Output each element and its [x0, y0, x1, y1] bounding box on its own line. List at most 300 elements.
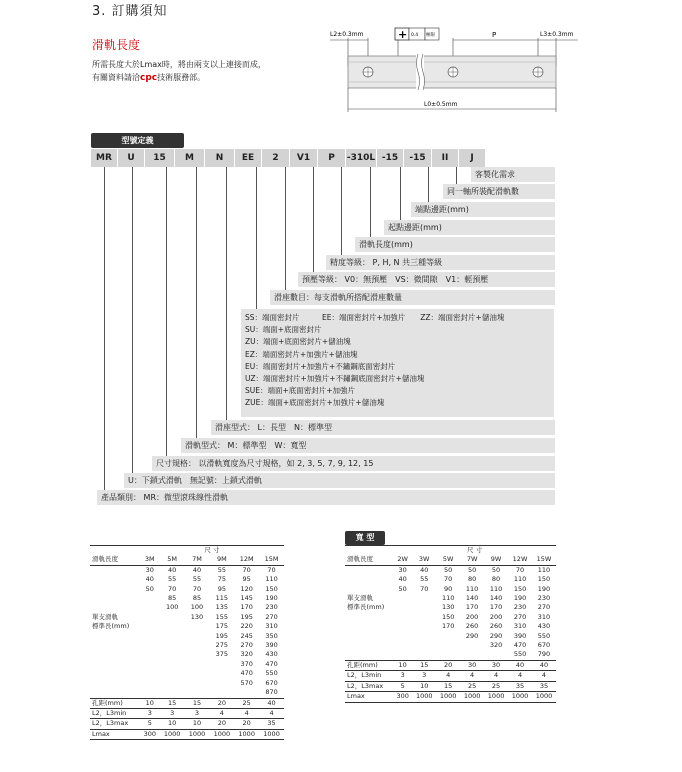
desc-size: 尺寸規格： 以滑軌寬度為尺寸規格，如 2, 3, 5, 7, 9, 12, 15 — [152, 456, 555, 471]
table-cell — [160, 679, 185, 688]
table-cell: 80 — [491, 575, 501, 584]
table-cell: 195 — [215, 631, 229, 640]
table-cell — [160, 660, 185, 669]
footer-label: Lmax — [347, 692, 365, 701]
column-header: 9M — [216, 555, 227, 564]
code-mr: MR — [91, 149, 118, 167]
table-cell: 30 — [145, 565, 154, 574]
code-start-pitch: -15 — [377, 149, 404, 167]
table-cell: 3 — [422, 671, 427, 680]
intro-prefix: 有關資料請洽 — [92, 73, 140, 82]
table-cell: 150 — [537, 575, 551, 584]
table-cell: 3 — [194, 708, 200, 717]
seal-option: EU：端面密封片+加強片+不鏽鋼底面密封片 — [245, 361, 396, 371]
table-cell: 4 — [470, 671, 475, 680]
wide-rail-table — [345, 545, 556, 703]
table-cell: 110 — [441, 594, 455, 603]
mount-hole-icon — [363, 67, 373, 77]
row-label: 單支滑軌 — [92, 612, 118, 621]
table-cell: 430 — [537, 622, 551, 631]
table-cell: 95 — [242, 575, 251, 584]
table-cell: 30 — [398, 565, 407, 574]
table-cell: 110 — [465, 584, 479, 593]
table-cell: 110 — [537, 565, 551, 574]
table-cell: 260 — [489, 622, 503, 631]
table-cell — [185, 669, 210, 678]
column-header: 3M — [144, 555, 155, 564]
table-cell — [393, 603, 412, 612]
table-cell: 570 — [240, 678, 253, 687]
table-cell: 150 — [265, 584, 278, 593]
table-row — [90, 603, 284, 612]
code-end-pitch: -15 — [404, 149, 432, 167]
table-row — [90, 688, 284, 698]
table-row — [90, 575, 284, 584]
table-cell — [436, 650, 460, 660]
table-cell — [160, 669, 185, 678]
table-row — [90, 679, 284, 688]
table-row — [345, 622, 556, 631]
column-header: 7W — [466, 555, 478, 564]
table-cell: 50 — [444, 565, 453, 574]
table-cell — [160, 622, 185, 631]
table-cell: 145 — [240, 594, 253, 603]
table-cell: 90 — [444, 584, 453, 593]
column-header: 7M — [192, 555, 202, 564]
code-size: 15 — [145, 149, 175, 167]
table-cell: 40 — [267, 698, 276, 707]
table-cell: 170 — [465, 603, 479, 612]
dim-header: 尺 寸 — [204, 546, 220, 554]
table-cell: 1000 — [213, 729, 231, 738]
column-header: 9W — [490, 555, 502, 564]
table-cell — [393, 641, 412, 650]
table-row — [90, 565, 284, 575]
table-cell: 300 — [143, 729, 157, 738]
table-cell — [140, 632, 160, 641]
column-header: 3W — [418, 555, 430, 564]
desc-custom: 客製化需求 — [471, 167, 555, 182]
table-cell: 140 — [489, 594, 503, 603]
table-cell — [140, 660, 160, 669]
table-cell: 430 — [265, 650, 278, 659]
seal-option: SS：端面密封片 EE：端面密封片+加強片 ZZ：端面密封片+儲油塊 — [245, 313, 505, 322]
table-cell: 3 — [170, 708, 175, 717]
code-u: U — [118, 149, 145, 167]
table-cell: 230 — [265, 603, 278, 612]
table-cell: 70 — [420, 584, 429, 593]
table-cell: 3 — [400, 671, 405, 680]
footer-row — [90, 708, 284, 718]
table-cell — [460, 650, 484, 660]
table-cell — [393, 650, 412, 660]
table-cell: 140 — [465, 594, 479, 603]
table-cell: 15 — [444, 681, 453, 690]
table-cell: 270 — [240, 641, 253, 650]
code-block-count: 2 — [262, 149, 290, 167]
table-row — [90, 585, 284, 594]
column-header: 5M — [167, 555, 178, 564]
table-cell — [209, 669, 234, 678]
footer-label: L2，L3max — [347, 681, 384, 690]
table-cell: 20 — [217, 719, 226, 728]
col-label: 滑軌長度 — [92, 555, 118, 564]
table-cell: 10 — [145, 698, 154, 707]
table-cell: 35 — [515, 681, 525, 690]
table-cell: 110 — [513, 575, 527, 584]
table-cell: 20 — [242, 719, 251, 728]
table-row — [345, 641, 556, 650]
code-seal: EE — [235, 149, 262, 167]
standard-rail-table — [90, 545, 284, 740]
table-cell: 1000 — [415, 692, 433, 701]
row-label: 標準長(mm) — [347, 603, 385, 612]
table-corner — [90, 546, 140, 556]
table-row — [90, 641, 284, 650]
row-label: 單支滑軌 — [347, 594, 373, 603]
table-cell — [484, 650, 508, 660]
table-cell — [140, 669, 160, 678]
column-header: 15M — [264, 555, 279, 564]
table-cell: 35 — [539, 681, 549, 690]
footer-row — [345, 692, 556, 702]
table-cell: 270 — [513, 612, 527, 621]
table-cell: 390 — [513, 631, 527, 640]
l2-dimension-label: L2±0.3mm — [330, 31, 364, 38]
table-cell — [185, 632, 210, 641]
table-cell: 310 — [537, 612, 551, 621]
table-cell: 270 — [265, 612, 278, 621]
table-cell — [140, 641, 160, 650]
code-preload: V1 — [290, 149, 318, 167]
table-cell: 200 — [465, 612, 479, 621]
table-cell: 55 — [217, 565, 226, 574]
row-label: 標準長(mm) — [92, 622, 130, 631]
table-cell: 70 — [168, 584, 177, 593]
table-cell: 15 — [192, 698, 202, 707]
code-block-type: N — [205, 149, 235, 167]
table-cell: 270 — [537, 603, 551, 612]
table-cell — [160, 688, 185, 698]
table-cell: 55 — [168, 575, 177, 584]
table-row — [90, 632, 284, 641]
code-custom: J — [459, 149, 486, 167]
table-cell: 70 — [242, 565, 251, 574]
table-cell: 40 — [145, 575, 154, 584]
table-cell: 310 — [513, 622, 527, 631]
table-cell: 190 — [513, 594, 527, 603]
table-cell: 130 — [190, 612, 204, 621]
seal-option: EZ：端面密封片+加強片+儲油塊 — [245, 349, 358, 359]
table-cell: 120 — [240, 584, 253, 593]
table-cell — [185, 688, 210, 698]
table-cell — [140, 688, 160, 698]
table-cell: 35 — [267, 719, 276, 728]
table-cell: 10 — [192, 719, 202, 728]
table-cell: 15 — [168, 698, 177, 707]
table-cell: 15 — [420, 660, 429, 669]
column-header: 12M — [239, 555, 254, 564]
table-row — [345, 575, 556, 584]
desc-end-pitch: 端點邊距(mm) — [411, 202, 555, 217]
footer-row — [90, 729, 284, 739]
l0-dimension-label: L0±0.5mm — [424, 101, 458, 108]
table-cell: 10 — [398, 660, 407, 669]
table-cell: 550 — [265, 669, 278, 678]
footer-label: L2，L3min — [347, 671, 382, 680]
table-cell — [185, 660, 210, 669]
table-cell: 70 — [444, 575, 453, 584]
table-cell: 1000 — [463, 692, 481, 701]
table-row — [90, 622, 284, 631]
table-cell: 115 — [215, 594, 229, 603]
table-cell: 3 — [147, 708, 152, 717]
desc-block-type: 滑座型式： L：長型 N：標準型 — [211, 420, 555, 435]
table-row — [345, 603, 556, 612]
rail-drawing — [320, 26, 585, 116]
model-code-row — [91, 149, 486, 167]
seal-option: UZ：端面密封片+加強片+不鏽鋼底面密封片+儲油塊 — [245, 374, 425, 384]
table-cell: 320 — [489, 641, 503, 650]
footer-row — [345, 681, 556, 691]
table-cell: 40 — [192, 565, 202, 574]
subsection-title: 滑軌長度 — [92, 38, 141, 52]
column-header: 12W — [512, 555, 528, 564]
table-cell — [160, 613, 185, 622]
table-cell: 320 — [240, 650, 253, 659]
table-cell: 75 — [217, 575, 226, 584]
desc-rail-length: 滑軌長度(mm) — [355, 237, 555, 252]
table-cell: 4 — [541, 671, 547, 680]
table-cell: 95 — [217, 584, 226, 593]
table-cell: 1000 — [439, 692, 457, 701]
table-cell: 370 — [240, 659, 253, 668]
table-cell: 470 — [513, 641, 527, 650]
desc-rail-type: 滑軌型式： M：標準型 W：寬型 — [181, 438, 555, 453]
seal-option: SU：端面+底面密封片 — [245, 325, 322, 335]
cpc-brand: cpc — [140, 73, 158, 83]
seal-option: ZUE：端面+底面密封片+加強片+儲油塊 — [245, 398, 385, 408]
table-cell: 1000 — [263, 729, 280, 738]
table-cell: 80 — [467, 575, 477, 584]
table-cell — [412, 650, 436, 660]
table-cell: 10 — [420, 681, 429, 690]
table-cell — [393, 613, 412, 622]
seal-option: SUE：端面+底面密封片+加強片 — [245, 386, 356, 396]
table-cell: 4 — [269, 708, 274, 717]
intro-line-1: 所需長度大於Lmax時，將由兩支以上連接而成， — [92, 60, 266, 69]
code-precision: P — [318, 149, 346, 167]
footer-row — [90, 698, 284, 708]
table-cell — [412, 613, 436, 622]
table-cell: 30 — [467, 660, 477, 669]
table-cell: 70 — [267, 565, 276, 574]
table-cell — [436, 641, 460, 650]
table-cell: 220 — [240, 622, 253, 631]
table-cell: 230 — [513, 603, 527, 612]
table-cell: 290 — [489, 631, 503, 640]
table-cell: 4 — [517, 671, 523, 680]
desc-start-pitch: 起點邊距(mm) — [384, 220, 555, 235]
table-cell: 300 — [396, 692, 409, 701]
table-cell: 790 — [537, 650, 551, 659]
mount-hole-icon — [448, 67, 458, 77]
table-cell: 50 — [491, 565, 501, 574]
table-cell — [460, 641, 484, 650]
table-cell — [160, 641, 185, 650]
model-code-banner: 型號定義 — [91, 133, 184, 148]
table-cell: 190 — [537, 584, 551, 593]
table-cell — [412, 622, 436, 631]
table-cell: 40 — [539, 660, 549, 669]
table-cell: 550 — [513, 650, 527, 659]
code-rail-type: M — [175, 149, 205, 167]
footer-label: L2，L3min — [92, 708, 127, 717]
table-cell — [160, 632, 185, 641]
table-cell: 170 — [489, 603, 503, 612]
table-cell: 50 — [398, 584, 407, 593]
table-cell: 1000 — [238, 729, 255, 738]
table-cell: 130 — [441, 603, 455, 612]
table-cell: 175 — [215, 622, 229, 631]
table-cell: 1000 — [487, 692, 505, 701]
table-cell: 40 — [420, 565, 429, 574]
table-cell: 55 — [192, 575, 202, 584]
table-cell: 25 — [242, 698, 251, 707]
table-cell: 4 — [494, 671, 499, 680]
intro-suffix: 技術服務部。 — [157, 73, 206, 82]
table-cell: 470 — [265, 659, 278, 668]
desc-precision: 精度等級： P, H, N 共三種等級 — [326, 255, 555, 270]
table-cell: 290 — [465, 631, 479, 640]
table-cell: 5 — [147, 719, 152, 728]
table-cell: 30 — [491, 660, 501, 669]
table-cell: 375 — [215, 650, 229, 659]
table-cell: 55 — [420, 575, 429, 584]
table-row — [90, 613, 284, 622]
table-cell: 275 — [215, 641, 229, 650]
desc-block-count: 滑座數目：每支滑軌所搭配滑座數量 — [270, 290, 555, 305]
table-cell: 40 — [168, 565, 177, 574]
table-row — [90, 660, 284, 669]
table-cell: 230 — [537, 594, 551, 603]
intro-line-2 — [92, 71, 266, 85]
symbol-label-1: 0.4 — [411, 33, 419, 38]
desc-same-axis: 同一軸所裝配滑軌數 — [443, 184, 555, 199]
table-cell — [140, 679, 160, 688]
table-row — [90, 650, 284, 659]
table-cell — [393, 622, 412, 631]
desc-category: 產品類別： MR：微型滾珠線性滑軌 — [97, 490, 555, 505]
wide-type-badge: 寬 型 — [345, 531, 385, 545]
table-cell: 135 — [215, 603, 229, 612]
table-cell: 1000 — [163, 729, 181, 738]
table-row — [90, 669, 284, 678]
seal-options-box — [241, 309, 554, 417]
table-cell — [140, 603, 160, 612]
mount-hole-icon — [533, 67, 543, 77]
table-cell — [140, 613, 160, 622]
table-cell — [140, 650, 160, 659]
table-cell: 670 — [265, 678, 278, 687]
table-row — [345, 632, 556, 641]
table-cell — [234, 688, 259, 698]
table-cell — [160, 650, 185, 659]
table-cell: 260 — [465, 622, 479, 631]
table-cell: 20 — [444, 660, 453, 669]
table-cell: 70 — [192, 584, 202, 593]
table-cell: 100 — [190, 603, 204, 612]
table-cell — [436, 632, 460, 641]
footer-label: Lmax — [92, 729, 110, 738]
table-cell — [412, 603, 436, 612]
table-cell: 310 — [265, 622, 278, 631]
table-cell: 100 — [165, 603, 179, 612]
table-cell: 85 — [168, 594, 177, 603]
column-header: 5W — [442, 555, 454, 564]
table-cell: 550 — [537, 631, 551, 640]
desc-lock: U：下鎖式滑軌 無記號：上鎖式滑軌 — [124, 473, 555, 488]
table-cell — [412, 632, 436, 641]
table-row — [345, 585, 556, 594]
table-cell — [185, 622, 210, 631]
table-cell: 10 — [168, 719, 177, 728]
col-label: 滑軌長度 — [347, 555, 373, 564]
plus-symbol: + — [398, 28, 408, 41]
desc-preload: 預壓等級： V0：無預壓 VS：微間隙 V1：輕預壓 — [298, 272, 555, 287]
table-cell — [185, 641, 210, 650]
table-row — [345, 650, 556, 660]
table-cell: 390 — [265, 641, 278, 650]
table-cell: 20 — [217, 698, 226, 707]
table-cell: 40 — [398, 575, 407, 584]
table-cell: 190 — [265, 594, 278, 603]
p-dimension-label: P — [492, 31, 497, 39]
table-cell: 4 — [219, 708, 224, 717]
table-row — [345, 565, 556, 575]
table-cell: 245 — [240, 631, 253, 640]
l3-dimension-label: L3±0.3mm — [540, 31, 574, 38]
table-cell — [412, 641, 436, 650]
table-cell: 85 — [192, 594, 202, 603]
table-cell: 110 — [265, 575, 278, 584]
table-cell: 50 — [145, 584, 154, 593]
footer-row — [345, 660, 556, 670]
table-cell: 5 — [400, 681, 405, 690]
table-cell — [185, 679, 210, 688]
table-cell — [393, 632, 412, 641]
footer-row — [345, 671, 556, 681]
table-cell — [412, 594, 436, 603]
table-cell: 1000 — [188, 729, 206, 738]
table-cell: 4 — [446, 671, 451, 680]
table-cell — [140, 594, 160, 603]
table-cell: 670 — [537, 641, 551, 650]
table-cell: 25 — [467, 681, 477, 690]
dim-header: 尺 寸 — [467, 546, 483, 554]
table-cell: 870 — [265, 688, 278, 697]
table-row — [345, 613, 556, 622]
table-cell: 1000 — [511, 692, 529, 701]
table-cell: 150 — [513, 584, 527, 593]
symbol-label-2: 極限 — [426, 33, 435, 38]
table-cell: 70 — [515, 565, 525, 574]
footer-label: L2，L3max — [92, 719, 129, 728]
table-cell: 25 — [491, 681, 501, 690]
footer-row — [90, 719, 284, 729]
table-cell — [185, 650, 210, 659]
table-cell: 110 — [489, 584, 503, 593]
